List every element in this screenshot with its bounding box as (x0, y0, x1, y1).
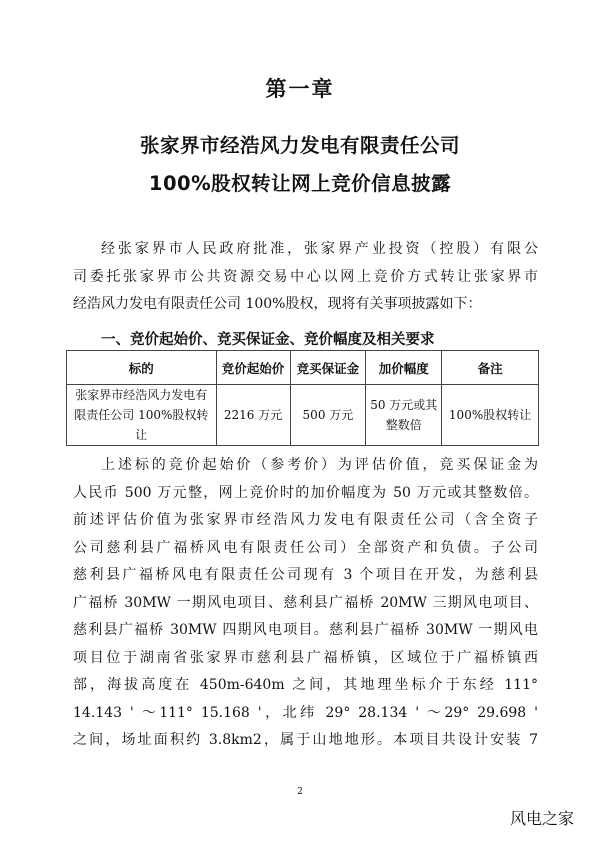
cell-deposit: 500 万元 (290, 385, 366, 446)
header-note: 备注 (442, 351, 539, 385)
cell-target (67, 385, 217, 446)
body-line: 慈利县广福桥 30MW 四期风电项目。慈利县广福桥 30MW 一期风电 (73, 622, 538, 638)
table-row (67, 385, 539, 446)
body-line: 项目位于湖南省张家界市慈利县广福桥镇，区域位于广福桥镇西 (73, 649, 538, 666)
header-deposit: 竞买保证金 (290, 351, 366, 385)
intro-line: 经张家界市人民政府批准，张家界产业投资（控股）有限公 (101, 241, 538, 257)
intro-line: 司委托张家界市公共资源交易中心以网上竞价方式转让张家界市 (73, 268, 538, 285)
body-line: 广福桥 30MW 一期风电项目、慈利县广福桥 20MW 三期风电项目、 (73, 594, 538, 611)
header-increment: 加价幅度 (366, 351, 442, 385)
intro-paragraph (73, 236, 538, 319)
watermark: 风电之家 (510, 809, 575, 828)
bidding-table (66, 350, 539, 446)
cell-note: 100%股权转让 (442, 385, 539, 446)
body-line: 公司慈利县广福桥风电有限责任公司）全部资产和负债。子公司 (73, 539, 538, 556)
body-paragraph (73, 452, 538, 755)
body-line: 上述标的竞价起始价（参考价）为评估价值，竞买保证金为 (101, 457, 538, 473)
body-line: 人民币 500 万元整，网上竞价时的加价幅度为 50 万元或其整数倍。 (73, 484, 538, 501)
header-target: 标的 (67, 351, 217, 385)
body-line: 之间，场址面积约 3.8km2，属于山地地形。本项目共设计安装 7 (73, 732, 538, 748)
section-heading: 一、竞价起始价、竞买保证金、竞价幅度及相关要求 (101, 332, 435, 348)
table-header-row (67, 351, 539, 385)
cell-target-line: 张家界市经浩风力发电有 (75, 388, 208, 402)
cell-increment-line: 整数倍 (385, 418, 422, 432)
cell-increment-line: 50 万元或其 (370, 398, 438, 412)
cell-target-line: 限责任公司 100%股权转让 (74, 408, 209, 442)
intro-line: 经浩风力发电有限责任公司 100%股权，现将有关事项披露如下： (73, 296, 482, 312)
cell-start-price: 2216 万元 (216, 385, 290, 446)
body-line: 部，海拔高度在 450m-640m 之间，其地理坐标介于东经 111° (73, 677, 538, 693)
page-number: 2 (297, 787, 303, 797)
chapter-heading: 第一章 (265, 77, 335, 101)
cell-increment (366, 385, 442, 446)
body-line: 慈利县广福桥风电有限责任公司现有 3 个项目在开发，为慈利县 (73, 567, 538, 583)
document-title-line-2: 100%股权转让网上竞价信息披露 (148, 172, 452, 195)
header-start-price: 竞价起始价 (216, 351, 290, 385)
body-line: 14.143 ' ～111° 15.168 '，北纬 29° 28.134 ' ～29° 29.698 ' (73, 704, 538, 721)
body-line: 前述评估价值为张家界市经浩风力发电有限责任公司（含全资子 (73, 512, 538, 528)
document-title-line-1: 张家界市经浩风力发电有限责任公司 (139, 134, 460, 157)
